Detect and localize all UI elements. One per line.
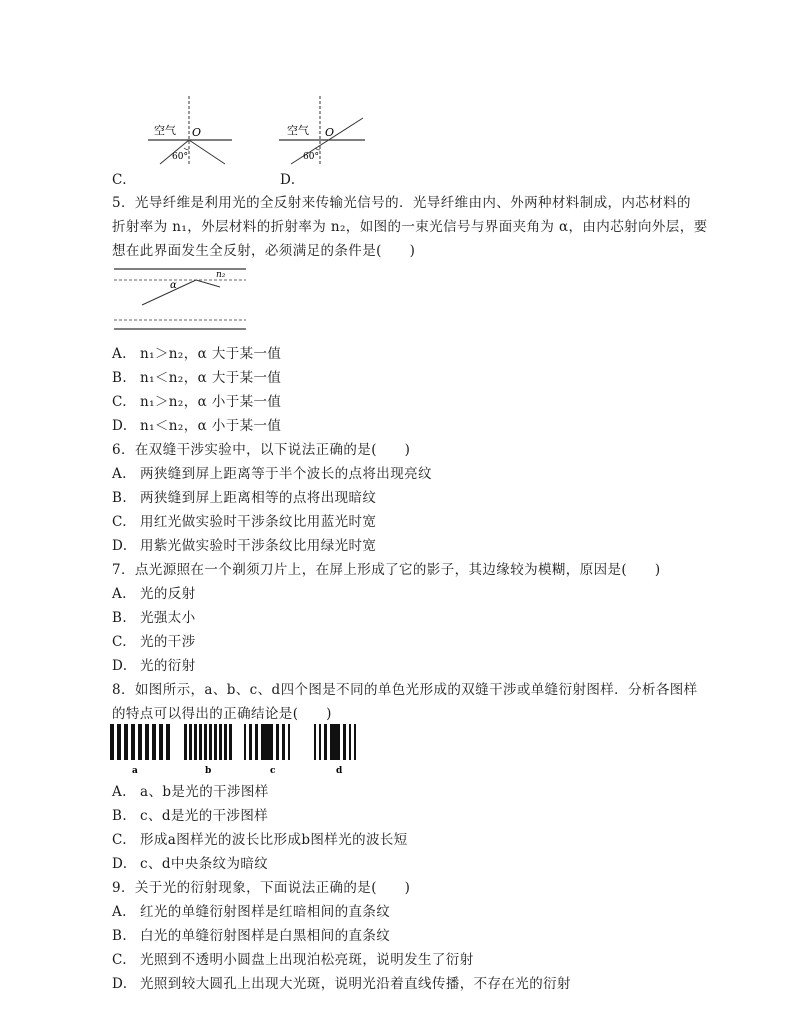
- fringe-bar: [330, 724, 340, 760]
- angle-label: 60°: [303, 152, 319, 162]
- fringe-bar: [255, 724, 258, 760]
- fringe-bar: [204, 724, 207, 760]
- q5-option-c: C. n₁＞n₂，α 小于某一值: [112, 394, 282, 410]
- fringe-bar: [349, 724, 351, 760]
- alpha-label: α: [170, 280, 177, 291]
- q6-option-b: B. 两狭缝到屏上距离相等的点将出现暗纹: [112, 490, 377, 506]
- fringe-bar: [159, 724, 163, 760]
- q6-option-c: C. 用红光做实验时干涉条纹比用蓝光时宽: [112, 514, 377, 530]
- fringe-patterns-figure: [108, 722, 378, 778]
- fringe-bar: [276, 724, 279, 760]
- q8-stem-line1: 8．如图所示，a、b、c、d四个图是不同的单色光形成的双缝干涉或单缝衍射图样．分析各图样: [112, 682, 698, 698]
- fringe-bar: [282, 724, 285, 760]
- n2-label: n₂: [216, 270, 226, 280]
- fringe-bar: [319, 724, 321, 760]
- origin-label: O: [325, 126, 335, 139]
- fringe-bar: [145, 724, 149, 760]
- air-label: 空气: [287, 124, 309, 137]
- fringe-bar: [184, 724, 187, 760]
- fringe-bar: [314, 724, 316, 760]
- fringe-bar: [249, 724, 252, 760]
- q9-option-a: A. 红光的单缝衍射图样是红暗相间的直条纹: [112, 904, 391, 920]
- pattern-label-c: c: [270, 766, 276, 776]
- origin-label: O: [192, 126, 202, 139]
- pattern-c: [244, 724, 290, 760]
- q6-stem: 6．在双缝干涉实验中，以下说法正确的是( ): [112, 442, 411, 458]
- optical-fiber-figure: [112, 265, 252, 335]
- q8-option-a: A. a、b是光的干涉图样: [112, 784, 269, 800]
- fringe-bar: [324, 724, 327, 760]
- q8-stem-line2: 的特点可以得出的正确结论是( ): [112, 706, 332, 722]
- fringe-bar: [117, 724, 121, 760]
- q5-stem-line1: 5．光导纤维是利用光的全反射来传输光信号的．光导纤维由内、外两种材料制成，内芯材料的: [112, 195, 691, 211]
- fringe-bar: [261, 724, 273, 760]
- q7-option-a: A. 光的反射: [112, 586, 196, 602]
- fringe-bar: [194, 724, 197, 760]
- q5-option-b: B. n₁＜n₂，α 大于某一值: [112, 370, 282, 386]
- option-c-figure-letter: C.: [112, 172, 127, 188]
- q9-stem: 9．关于光的衍射现象，下面说法正确的是( ): [112, 880, 411, 896]
- fringe-bar: [354, 724, 356, 760]
- q5-option-d: D. n₁＜n₂，α 小于某一值: [112, 418, 282, 434]
- fringe-bar: [209, 724, 212, 760]
- fringe-bar: [152, 724, 156, 760]
- option-d-figure-letter: D.: [280, 172, 296, 188]
- fringe-bar: [214, 724, 217, 760]
- fringe-bar: [189, 724, 192, 760]
- q8-option-d: D. c、d中央条纹为暗纹: [112, 856, 269, 872]
- pattern-a: [110, 724, 170, 760]
- fringe-bar: [124, 724, 128, 760]
- q7-option-c: C. 光的干涉: [112, 634, 196, 650]
- fringe-bar: [110, 724, 114, 760]
- fringe-bar: [343, 724, 346, 760]
- pattern-b: [184, 724, 232, 760]
- figure-option-c: [140, 92, 250, 172]
- q7-option-b: B. 光强太小: [112, 610, 196, 626]
- q5-stem-line3: 想在此界面发生全反射，必须满足的条件是( ): [112, 243, 416, 259]
- q7-stem: 7．点光源照在一个剃须刀片上，在屏上形成了它的影子，其边缘较为模糊，原因是( ): [112, 562, 661, 578]
- fringe-bar: [138, 724, 142, 760]
- q8-option-c: C. 形成a图样光的波长比形成b图样光的波长短: [112, 832, 408, 848]
- fringe-bar: [131, 724, 135, 760]
- angle-label: 60°: [172, 152, 188, 162]
- pattern-label-a: a: [132, 766, 138, 776]
- q8-option-b: B. c、d是光的干涉图样: [112, 808, 269, 824]
- air-label: 空气: [154, 124, 176, 137]
- q9-option-b: B. 白光的单缝衍射图样是白黑相间的直条纹: [112, 928, 391, 944]
- fringe-bar: [229, 724, 232, 760]
- figure-option-d: [273, 92, 383, 172]
- q6-option-a: A. 两狭缝到屏上距离等于半个波长的点将出现亮纹: [112, 466, 432, 482]
- pattern-d: [314, 724, 356, 760]
- fringe-bar: [166, 724, 170, 760]
- fringe-bar: [199, 724, 202, 760]
- pattern-label-d: d: [336, 766, 343, 776]
- fringe-bar: [224, 724, 227, 760]
- pattern-label-b: b: [205, 766, 212, 776]
- q6-option-d: D. 用紫光做实验时干涉条纹比用绿光时宽: [112, 538, 377, 554]
- q5-option-a: A. n₁＞n₂，α 大于某一值: [112, 346, 282, 362]
- q9-option-d: D. 光照到较大圆孔上出现大光斑，说明光沿着直线传播，不存在光的衍射: [112, 976, 571, 992]
- q9-option-c: C. 光照到不透明小圆盘上出现泊松亮斑，说明发生了衍射: [112, 952, 474, 968]
- q7-option-d: D. 光的衍射: [112, 658, 196, 674]
- fringe-bar: [288, 724, 290, 760]
- fringe-bar: [219, 724, 222, 760]
- q5-stem-line2: 折射率为 n₁，外层材料的折射率为 n₂，如图的一束光信号与界面夹角为 α，由内芯射向外层，要: [112, 219, 708, 235]
- fringe-bar: [244, 724, 246, 760]
